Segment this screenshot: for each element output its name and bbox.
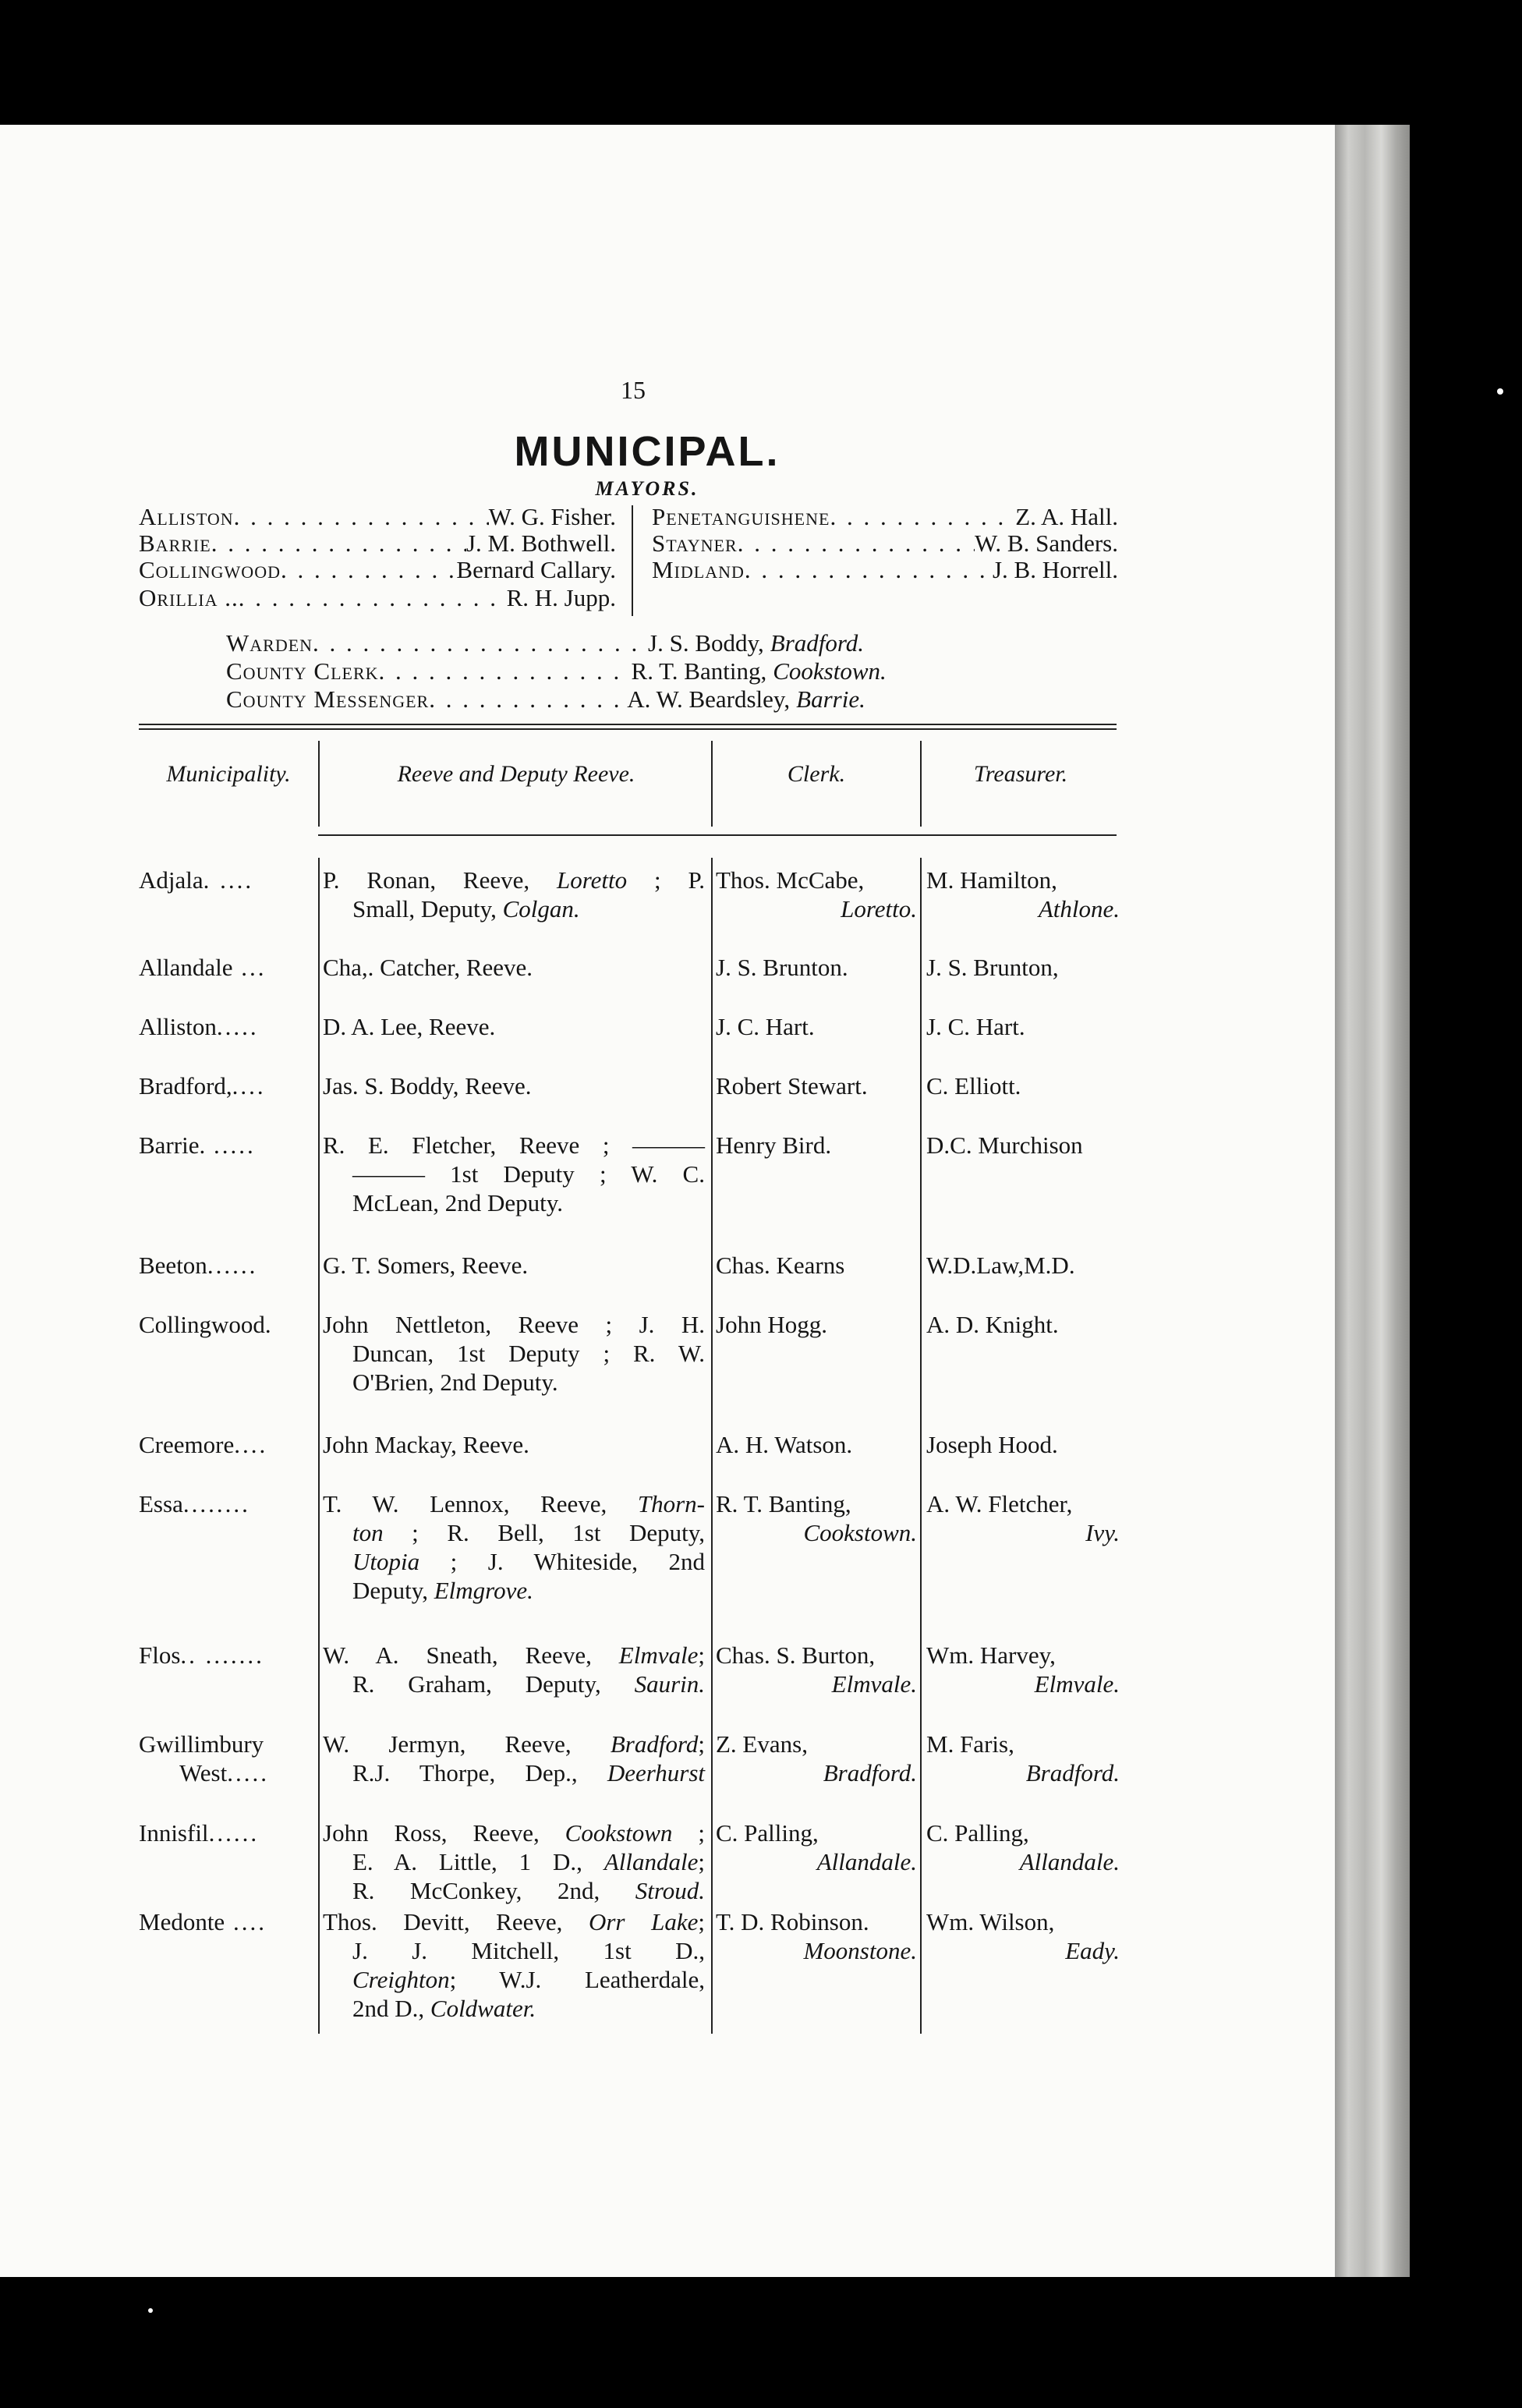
- col-divider-2: [711, 858, 713, 2034]
- mayor-entry: [652, 557, 1118, 583]
- officer-name: A. W. Beardsley,: [627, 685, 791, 713]
- reeve-place: Saurin.: [634, 1670, 705, 1698]
- mayor-entry: [652, 530, 1118, 557]
- municipality-name: Allandale: [139, 954, 233, 981]
- mayor-town: Orillia ..: [139, 584, 239, 611]
- reeve-line: [323, 1847, 705, 1876]
- clerk-cell: [716, 1489, 917, 1547]
- treasurer-name: C. Elliott.: [926, 1072, 1021, 1100]
- municipality-cell: [139, 1818, 317, 1847]
- page-edge: [1335, 125, 1410, 2277]
- mayor-name: W. G. Fisher.: [488, 503, 616, 530]
- reeve-line: [323, 1730, 705, 1758]
- municipality-dots: ......: [207, 1252, 258, 1279]
- municipality-dots: ....: [234, 1431, 268, 1458]
- municipality-name-cont: West: [179, 1759, 228, 1787]
- county-officer-entry: [226, 686, 1037, 713]
- reeve-text: ——— 1st Deputy ; W. C.: [352, 1160, 705, 1188]
- municipality-cell: [139, 1430, 317, 1459]
- mayor-entry: [139, 557, 616, 583]
- treasurer-cell: [926, 1907, 1120, 1965]
- mayor-town: Alliston: [139, 503, 234, 530]
- table-top-rule-2: [139, 728, 1117, 730]
- clerk-name: Chas. Kearns: [716, 1252, 845, 1279]
- treasurer-place: Bradford.: [1025, 1759, 1120, 1787]
- header-treasurer: Treasurer.: [973, 761, 1068, 787]
- treasurer-place: Elmvale.: [1034, 1670, 1120, 1698]
- reeve-text: T. W. Lennox, Reeve,: [323, 1490, 638, 1517]
- clerk-place: Bradford.: [823, 1759, 917, 1787]
- officer-title: Warden: [226, 629, 313, 657]
- dot-leader: [429, 686, 627, 713]
- clerk-name: Z. Evans,: [716, 1730, 808, 1758]
- officer-title: County Clerk: [226, 657, 379, 685]
- reeve-text: ;: [698, 1848, 705, 1875]
- treasurer-place: Ivy.: [1085, 1519, 1120, 1546]
- clerk-cell: [716, 1310, 917, 1339]
- reeve-line: [323, 1071, 705, 1100]
- mayor-name: R. H. Jupp.: [506, 584, 616, 611]
- treasurer-cell: [926, 953, 1120, 982]
- reeve-place: Elmvale: [618, 1641, 699, 1669]
- municipality-name: Alliston: [139, 1013, 217, 1040]
- mayor-town: Midland: [652, 556, 745, 583]
- reeve-line: [323, 1965, 705, 1994]
- reeve-line: [323, 1339, 705, 1368]
- treasurer-name: Wm. Wilson,: [926, 1908, 1055, 1935]
- mayor-name: J. B. Horrell.: [992, 556, 1118, 583]
- clerk-cell: [716, 866, 917, 923]
- municipality-dots: .....: [227, 1759, 269, 1787]
- mayors-divider: [632, 505, 633, 616]
- reeve-text: ;: [698, 1641, 705, 1669]
- municipality-line-2: [139, 1758, 317, 1787]
- reeve-line: [323, 1818, 705, 1847]
- dot-leader: [313, 630, 648, 657]
- reeve-line: [323, 1188, 705, 1217]
- officer-place: Cookstown.: [773, 657, 887, 685]
- treasurer-name: J. S. Brunton,: [926, 954, 1059, 981]
- reeve-text: Jas. S. Boddy, Reeve.: [323, 1072, 532, 1100]
- reeve-cell: [323, 1430, 705, 1459]
- municipality-name: Creemore: [139, 1431, 235, 1458]
- reeve-line: [323, 1251, 705, 1280]
- reeve-place: Elmgrove.: [434, 1577, 533, 1604]
- reeve-text: ;: [672, 1819, 705, 1847]
- reeve-cell: [323, 866, 705, 923]
- municipality-dots: ...: [232, 954, 267, 981]
- reeve-text: Small, Deputy,: [352, 895, 503, 922]
- clerk-cell: [716, 1251, 917, 1280]
- officer-place: Barrie.: [796, 685, 865, 713]
- mayor-town: Barrie: [139, 529, 211, 557]
- clerk-name: C. Palling,: [716, 1819, 819, 1847]
- municipality-cell: [139, 1251, 317, 1280]
- reeve-text: ;: [698, 1730, 705, 1758]
- treasurer-name: J. C. Hart.: [926, 1013, 1025, 1040]
- reeve-place: Coldwater.: [430, 1995, 536, 2022]
- reeve-text: E. A. Little, 1 D.,: [352, 1848, 604, 1875]
- treasurer-name: Wm. Harvey,: [926, 1641, 1056, 1669]
- reeve-text: W. Jermyn, Reeve,: [323, 1730, 611, 1758]
- reeve-place: ton: [352, 1519, 384, 1546]
- county-officer-entry: [226, 658, 1037, 685]
- reeve-line: [323, 1368, 705, 1397]
- reeve-place: Orr Lake: [588, 1908, 699, 1935]
- clerk-name: R. T. Banting,: [716, 1490, 851, 1517]
- dot-leader: [281, 557, 456, 583]
- reeve-text: R. Graham, Deputy,: [352, 1670, 635, 1698]
- reeve-line: [323, 1518, 705, 1547]
- county-officer-entry: [226, 630, 1037, 657]
- municipality-cell: [139, 953, 317, 982]
- treasurer-name: D.C. Murchison: [926, 1131, 1083, 1159]
- clerk-cell: [716, 1818, 917, 1876]
- mayor-name: Z. A. Hall.: [1015, 503, 1118, 530]
- reeve-cell: [323, 1730, 705, 1787]
- clerk-cell: [716, 1907, 917, 1965]
- reeve-text: ; P.: [627, 866, 706, 894]
- clerk-cell: [716, 1071, 917, 1100]
- treasurer-cell: [926, 1071, 1120, 1100]
- reeve-cell: [323, 1251, 705, 1280]
- clerk-name: Robert Stewart.: [716, 1072, 868, 1100]
- mayor-entry: [139, 530, 616, 557]
- dot-leader: [234, 504, 489, 530]
- municipality-name: Flos: [139, 1641, 181, 1669]
- reeve-text: G. T. Somers, Reeve.: [323, 1252, 529, 1279]
- treasurer-cell: [926, 866, 1120, 923]
- reeve-text: D. A. Lee, Reeve.: [323, 1013, 496, 1040]
- treasurer-cell: [926, 1012, 1120, 1041]
- clerk-cell: [716, 1131, 917, 1160]
- municipality-name: Barrie.: [139, 1131, 206, 1159]
- officer-name: R. T. Banting,: [631, 657, 767, 685]
- reeve-line: [323, 953, 705, 982]
- reeve-text: P. Ronan, Reeve,: [323, 866, 557, 894]
- reeve-text: Deputy,: [352, 1577, 434, 1604]
- clerk-name: J. S. Brunton.: [716, 954, 848, 981]
- municipality-dots: ....: [225, 1908, 267, 1935]
- treasurer-name: A. W. Fletcher,: [926, 1490, 1073, 1517]
- reeve-place: Colgan.: [502, 895, 580, 922]
- treasurer-name: C. Palling,: [926, 1819, 1029, 1847]
- reeve-text: Cha,. Catcher, Reeve.: [323, 954, 533, 981]
- mayor-name: Bernard Callary.: [456, 556, 616, 583]
- mayor-entry: [139, 585, 616, 611]
- municipality-dots: .. .......: [180, 1641, 264, 1669]
- mayor-town: Collingwood: [139, 556, 281, 583]
- reeve-place: Stroud.: [635, 1877, 705, 1904]
- reeve-cell: [323, 1012, 705, 1041]
- officer-title: County Messenger: [226, 685, 430, 713]
- reeve-place: Cookstown: [565, 1819, 673, 1847]
- reeve-cell: [323, 1489, 705, 1605]
- dot-leader: [211, 530, 466, 557]
- reeve-line: [323, 866, 705, 894]
- dot-leader: [745, 557, 993, 583]
- reeve-text: ; R. Bell, 1st Deputy,: [383, 1519, 705, 1546]
- col-divider-3-head: [920, 741, 922, 827]
- municipality-dots: ....: [232, 1072, 266, 1100]
- clerk-name: A. H. Watson.: [716, 1431, 853, 1458]
- clerk-place: Cookstown.: [803, 1519, 917, 1546]
- municipality-name: Gwillimbury: [139, 1730, 264, 1758]
- col-divider-1-head: [318, 741, 320, 827]
- treasurer-place: Athlone.: [1038, 895, 1120, 922]
- municipality-name: Medonte: [139, 1908, 225, 1935]
- municipality-dots: . ....: [203, 866, 254, 894]
- reeve-line: [323, 1641, 705, 1670]
- clerk-place: Loretto.: [841, 895, 917, 922]
- municipality-cell: [139, 1489, 317, 1518]
- col-divider-3: [920, 858, 922, 2034]
- dot-leader: [239, 585, 507, 611]
- reeve-place: Creighton: [352, 1966, 450, 1993]
- reeve-line: [323, 1012, 705, 1041]
- reeve-line: [323, 1489, 705, 1518]
- reeve-text: O'Brien, 2nd Deputy.: [352, 1369, 558, 1396]
- treasurer-name: M. Hamilton,: [926, 866, 1057, 894]
- officer-name: J. S. Boddy,: [648, 629, 764, 657]
- municipality-cell: [139, 1730, 317, 1787]
- treasurer-cell: [926, 1818, 1120, 1876]
- reeve-cell: [323, 1310, 705, 1397]
- municipality-cell: [139, 1131, 317, 1160]
- municipality-dots: ......: [208, 1819, 260, 1847]
- clerk-place: Elmvale.: [831, 1670, 917, 1698]
- scan-speck: [148, 2308, 153, 2313]
- reeve-line: [323, 1160, 705, 1188]
- clerk-name: J. C. Hart.: [716, 1013, 815, 1040]
- municipality-name: Collingwood.: [139, 1311, 271, 1338]
- clerk-name: Chas. S. Burton,: [716, 1641, 876, 1669]
- reeve-line: [323, 1907, 705, 1936]
- reeve-line: [323, 894, 705, 923]
- treasurer-cell: [926, 1310, 1120, 1339]
- reeve-cell: [323, 1818, 705, 1905]
- mayor-entry: [652, 504, 1118, 530]
- municipality-cell: [139, 1012, 317, 1041]
- reeve-line: [323, 1876, 705, 1905]
- reeve-line: [323, 1310, 705, 1339]
- reeve-text: John Mackay, Reeve.: [323, 1431, 529, 1458]
- reeve-cell: [323, 953, 705, 982]
- dot-leader: [379, 658, 632, 685]
- treasurer-place: Allandale.: [1019, 1848, 1120, 1875]
- treasurer-name: M. Faris,: [926, 1730, 1014, 1758]
- header-bottom-rule: [318, 834, 1117, 836]
- treasurer-cell: [926, 1730, 1120, 1787]
- reeve-line: [323, 1131, 705, 1160]
- reeve-text: McLean, 2nd Deputy.: [352, 1189, 564, 1216]
- municipality-cell: [139, 866, 317, 894]
- municipality-cell: [139, 1907, 317, 1936]
- treasurer-cell: [926, 1430, 1120, 1459]
- reeve-place: Deerhurst: [607, 1759, 705, 1787]
- mayor-name: J. M. Bothwell.: [465, 529, 616, 557]
- clerk-name: Thos. McCabe,: [716, 866, 865, 894]
- mayor-entry: [139, 504, 616, 530]
- municipality-dots: .....: [205, 1131, 256, 1159]
- dot-leader: [738, 530, 975, 557]
- treasurer-name: Joseph Hood.: [926, 1431, 1058, 1458]
- reeve-line: [323, 1670, 705, 1698]
- treasurer-name: A. D. Knight.: [926, 1311, 1059, 1338]
- header-municipality: Municipality.: [166, 761, 291, 787]
- reeve-place: Utopia: [352, 1548, 420, 1575]
- municipality-cell: [139, 1071, 317, 1100]
- treasurer-place: Eady.: [1065, 1937, 1120, 1964]
- officer-place: Bradford.: [770, 629, 865, 657]
- reeve-line: [323, 1547, 705, 1576]
- reeve-text: R. E. Fletcher, Reeve ; ———: [323, 1131, 705, 1159]
- clerk-cell: [716, 1641, 917, 1698]
- reeve-text: 2nd D.,: [352, 1995, 430, 2022]
- reeve-text: R. McConkey, 2nd,: [352, 1877, 635, 1904]
- reeve-cell: [323, 1641, 705, 1698]
- reeve-cell: [323, 1907, 705, 2023]
- municipality-name: Innisfil: [139, 1819, 209, 1847]
- municipality-name: Bradford,: [139, 1072, 232, 1100]
- reeve-text: ; W.J. Leatherdale,: [449, 1966, 705, 1993]
- header-clerk: Clerk.: [787, 761, 846, 787]
- municipality-name: Adjala: [139, 866, 204, 894]
- reeve-cell: [323, 1071, 705, 1100]
- reeve-line: [323, 1576, 705, 1605]
- page-title: MUNICIPAL.: [514, 428, 780, 475]
- reeve-place: Allandale: [603, 1848, 699, 1875]
- municipality-name: Beeton: [139, 1252, 207, 1279]
- reeve-place: Bradford: [610, 1730, 699, 1758]
- clerk-name: John Hogg.: [716, 1311, 827, 1338]
- reeve-text: John Nettleton, Reeve ; J. H.: [323, 1311, 705, 1338]
- clerk-place: Moonstone.: [803, 1937, 917, 1964]
- municipality-dots: .....: [216, 1013, 259, 1040]
- reeve-text: ; J. Whiteside, 2nd: [419, 1548, 705, 1575]
- clerk-name: T. D. Robinson.: [716, 1908, 869, 1935]
- reeve-text: John Ross, Reeve,: [323, 1819, 565, 1847]
- reeve-line: [323, 1758, 705, 1787]
- table-top-rule: [139, 724, 1117, 725]
- scan-speck: [1497, 388, 1503, 395]
- municipality-dots: ........: [182, 1490, 250, 1517]
- mayors-heading: MAYORS.: [595, 477, 699, 500]
- clerk-cell: [716, 1730, 917, 1787]
- dot-leader: [830, 504, 1015, 530]
- treasurer-name: W.D.Law,M.D.: [926, 1252, 1075, 1279]
- treasurer-cell: [926, 1131, 1120, 1160]
- clerk-cell: [716, 1430, 917, 1459]
- reeve-text: Duncan, 1st Deputy ; R. W.: [352, 1340, 705, 1367]
- header-reeve: Reeve and Deputy Reeve.: [397, 761, 635, 787]
- reeve-text: Thos. Devitt, Reeve,: [323, 1908, 589, 1935]
- reeve-place: Loretto: [557, 866, 628, 894]
- reeve-line: [323, 1994, 705, 2023]
- clerk-name: Henry Bird.: [716, 1131, 832, 1159]
- mayor-name: W. B. Sanders.: [975, 529, 1118, 557]
- reeve-cell: [323, 1131, 705, 1217]
- page-number: 15: [621, 376, 646, 404]
- clerk-cell: [716, 953, 917, 982]
- reeve-text: R.J. Thorpe, Dep.,: [352, 1759, 607, 1787]
- clerk-place: Allandale.: [816, 1848, 917, 1875]
- clerk-cell: [716, 1012, 917, 1041]
- reeve-place: Thorn-: [637, 1490, 705, 1517]
- treasurer-cell: [926, 1251, 1120, 1280]
- municipality-cell: [139, 1310, 317, 1339]
- col-divider-1: [318, 858, 320, 2034]
- reeve-text: J. J. Mitchell, 1st D.,: [352, 1937, 705, 1964]
- reeve-text: ;: [698, 1908, 705, 1935]
- mayor-town: Stayner: [652, 529, 738, 557]
- reeve-line: [323, 1430, 705, 1459]
- reeve-line: [323, 1936, 705, 1965]
- municipality-name: Essa: [139, 1490, 183, 1517]
- mayor-town: Penetanguishene: [652, 503, 830, 530]
- reeve-text: W. A. Sneath, Reeve,: [323, 1641, 619, 1669]
- col-divider-2-head: [711, 741, 713, 827]
- municipality-cell: [139, 1641, 317, 1670]
- treasurer-cell: [926, 1489, 1120, 1547]
- treasurer-cell: [926, 1641, 1120, 1698]
